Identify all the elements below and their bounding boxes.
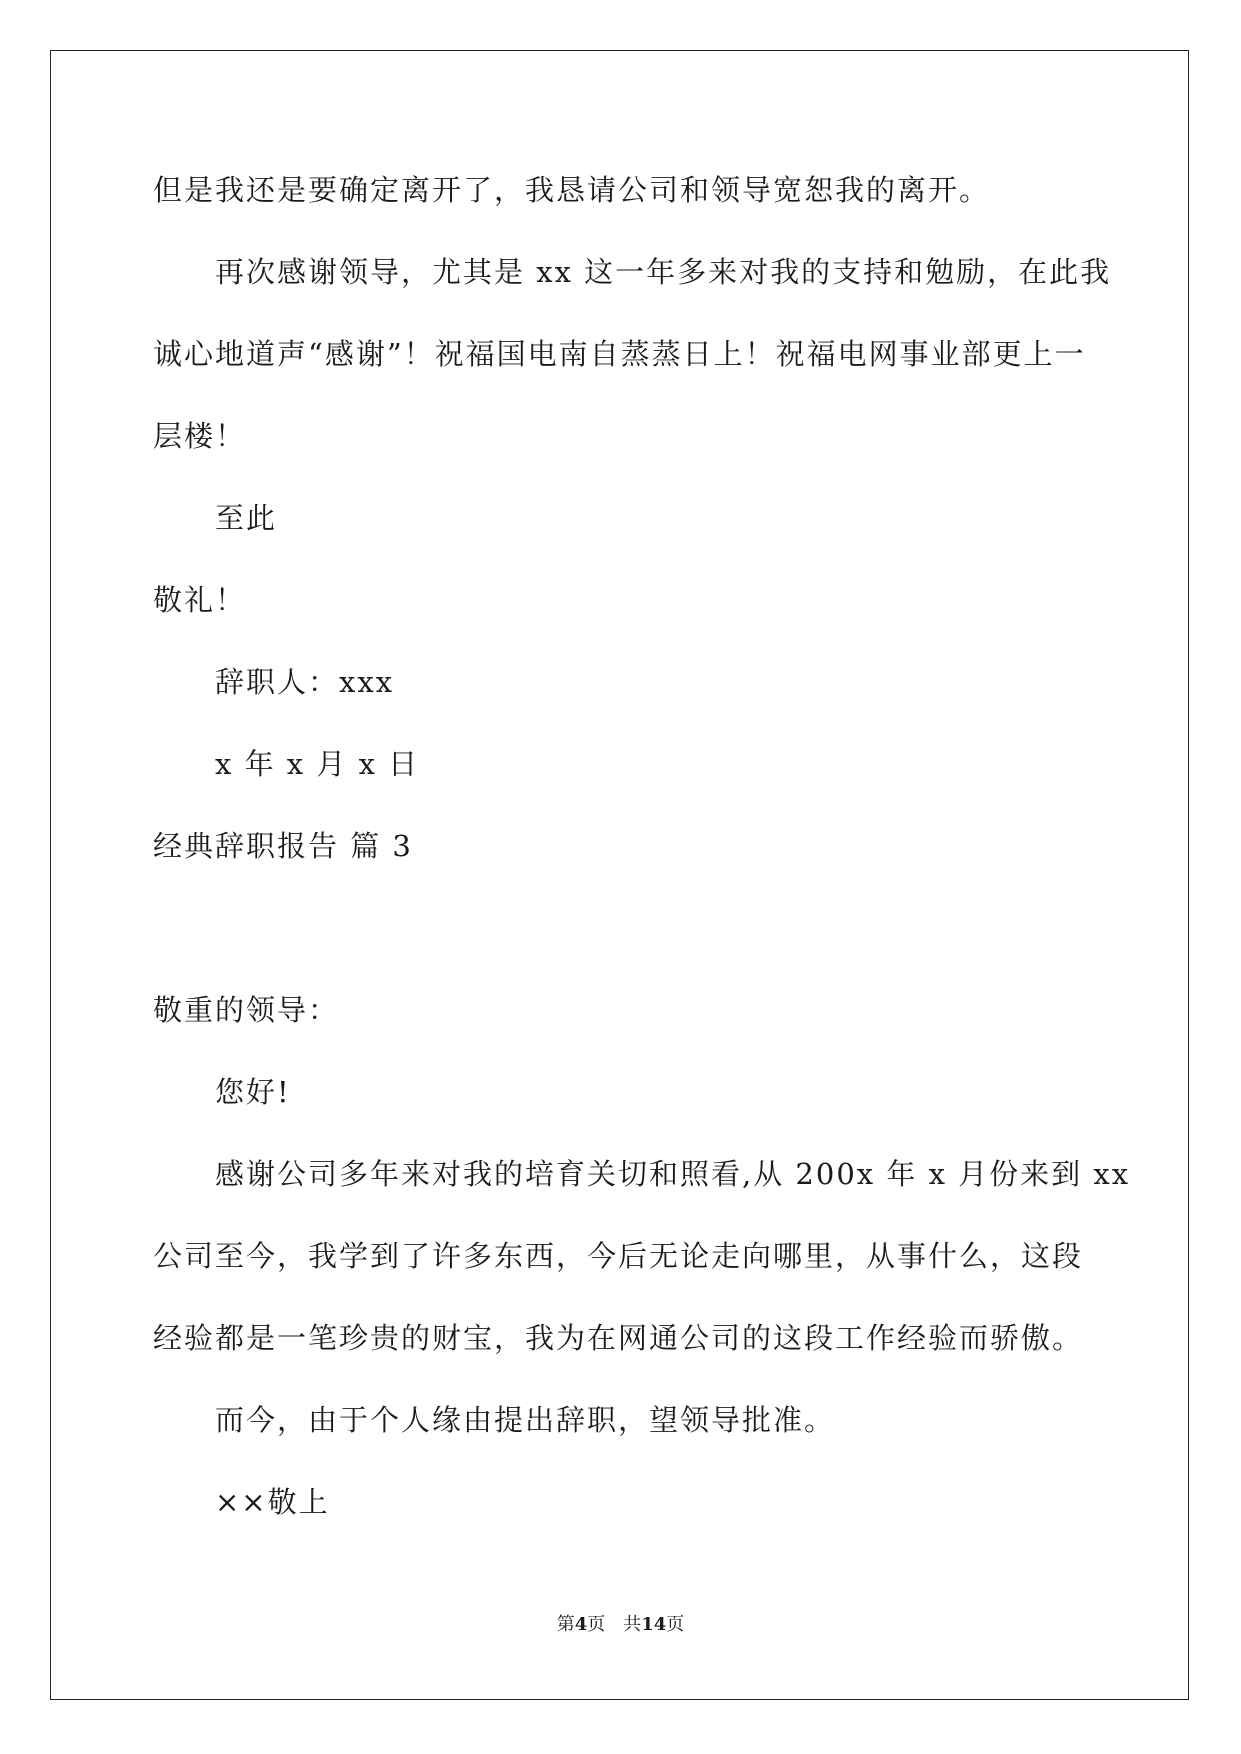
total-pages-number: 14	[641, 1614, 667, 1635]
footer-middle: 页 共	[587, 1614, 642, 1635]
section-heading: 经典辞职报告 篇 3	[153, 829, 413, 863]
date-line: x 年 x 月 x 日	[215, 747, 420, 781]
page-footer	[0, 1613, 1241, 1637]
closing-phrase: 至此	[215, 501, 278, 535]
paragraph-line: 层楼！	[153, 419, 247, 453]
paragraph-line: 公司至今，我学到了许多东西，今后无论走向哪里，从事什么，这段	[153, 1239, 1084, 1273]
footer-prefix: 第	[556, 1614, 575, 1635]
paragraph-line: 诚心地道声“感谢”！祝福国电南自蒸蒸日上！祝福电网事业部更上一	[153, 337, 1086, 371]
signature-line: ××敬上	[215, 1485, 330, 1519]
paragraph-line: 但是我还是要确定离开了，我恳请公司和领导宽恕我的离开。	[153, 173, 991, 207]
paragraph-line: 感谢公司多年来对我的培育关切和照看,从 200x 年 x 月份来到 xx	[215, 1157, 1131, 1191]
greeting: 敬重的领导：	[153, 993, 340, 1027]
salutation-closing: 敬礼！	[153, 583, 247, 617]
paragraph-line: 再次感谢领导，尤其是 xx 这一年多来对我的支持和勉励，在此我	[215, 255, 1112, 289]
greeting-line: 您好!	[215, 1075, 291, 1109]
footer-suffix: 页	[666, 1614, 685, 1635]
current-page-number: 4	[574, 1614, 588, 1635]
paragraph-line: 而今，由于个人缘由提出辞职，望领导批准。	[215, 1403, 836, 1437]
signature-line: 辞职人：xxx	[215, 665, 395, 699]
page-frame	[50, 50, 1189, 1700]
paragraph-line: 经验都是一笔珍贵的财宝，我为在网通公司的这段工作经验而骄傲。	[153, 1321, 1084, 1355]
